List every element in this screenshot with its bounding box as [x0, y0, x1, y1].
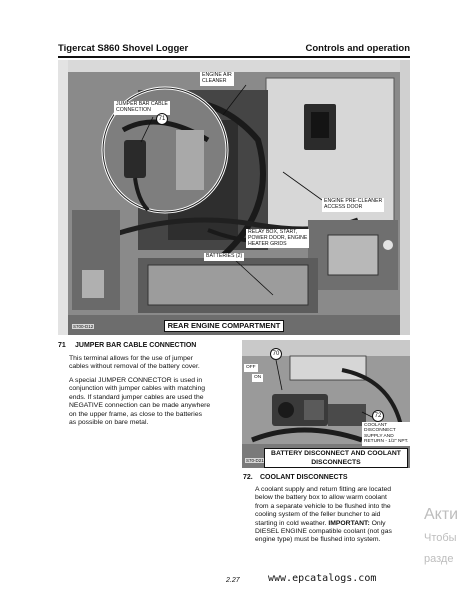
- callout-engine-pre-cleaner-line1: ENGINE PRE-CLEANER: [324, 198, 383, 204]
- callout-number-70: 70: [270, 348, 282, 360]
- callout-relay-box-line3: HEATER GRIDS: [248, 240, 287, 247]
- section-72-line: below the battery box to allow warm coolant: [255, 494, 387, 502]
- callout-engine-pre-cleaner-line2: ACCESS DOOR: [324, 203, 363, 210]
- watermark-line3: разде: [424, 553, 454, 565]
- important-tail: Only: [369, 519, 386, 527]
- footer-url[interactable]: www.epcatalogs.com: [268, 573, 377, 584]
- section-72-title: [243, 474, 348, 481]
- callout-jumper-bar-line2: CONNECTION: [116, 106, 151, 113]
- callout-number-72: 72: [372, 410, 384, 422]
- section-71-p2-line: ends. If standard jumper cables are used the: [69, 393, 204, 401]
- section-72-heading: COOLANT DISCONNECTS: [260, 474, 348, 481]
- callout-engine-air-cleaner-line1: ENGINE AIR: [202, 72, 232, 78]
- coolant-label-line: COOLANT: [364, 423, 388, 428]
- rear-engine-compartment-photo: [58, 60, 410, 335]
- section-72-line: from a separate vehicle to be flushed into the: [255, 502, 391, 510]
- callout-coolant-disconnect: [362, 422, 410, 446]
- section-71-p2-line: on the upper frame, as close to the batteries: [69, 410, 202, 418]
- section-72-line: A coolant supply and return fitting are located: [255, 486, 392, 493]
- photo1-id: S700-D12: [73, 324, 94, 329]
- section-71-paragraph-2: [69, 377, 210, 427]
- photo2-caption-line2: DISCONNECTS: [311, 458, 361, 466]
- callout-engine-pre-cleaner: [322, 198, 384, 212]
- coolant-label-line: SUPPLY AND: [364, 433, 394, 439]
- section-72-line: starting in cold weather.: [255, 519, 327, 527]
- callout-jumper-bar-line1: JUMPER BAR CABLE: [116, 101, 168, 107]
- section-72-body: [255, 486, 392, 545]
- section-72-line: DIESEL ENGINE compatible coolant (not gas: [255, 528, 392, 536]
- photo2-id: S70-D21: [246, 458, 264, 463]
- callout-engine-air-cleaner: [200, 72, 234, 86]
- callout-relay-box-line1: RELAY BOX, START,: [248, 229, 298, 235]
- photo2-caption-line1: BATTERY DISCONNECT AND COOLANT: [271, 450, 401, 457]
- section-71-number: 71: [58, 342, 66, 349]
- section-71-title: [58, 342, 196, 349]
- section-71-p2-line: conjunction with jumper cables with matching: [69, 385, 206, 393]
- section-72-important-line: [255, 520, 392, 528]
- callout-number-71: 71: [156, 113, 168, 125]
- section-72-line: cooling system of the feller buncher to aid: [255, 511, 381, 519]
- watermark-line1: Акти: [424, 506, 459, 523]
- battery-disconnect-photo: [242, 340, 410, 468]
- header-rule: [58, 56, 410, 58]
- section-71-p1-line: This terminal allows for the use of jumper: [69, 355, 193, 362]
- section-72-line: engine type) must be flushed into system.: [255, 536, 381, 544]
- section-71-paragraph-1: [69, 355, 200, 372]
- section-71-p2-line: A special JUMPER CONNECTOR is used in: [69, 377, 203, 384]
- callout-batteries: BATTERIES (2): [206, 253, 243, 259]
- section-72-number: 72.: [243, 474, 253, 481]
- section-71-p1-line: cables without removal of the battery cover.: [69, 363, 200, 371]
- callout-engine-air-cleaner-line2: CLEANER: [202, 77, 227, 84]
- photo1-caption: REAR ENGINE COMPARTMENT: [164, 320, 284, 332]
- section-71-p2-line: as possible on bare metal.: [69, 419, 149, 427]
- section-71-heading: JUMPER BAR CABLE CONNECTION: [75, 342, 197, 349]
- coolant-label-line: DISCONNECT: [364, 428, 396, 434]
- section-71-p2-line: NEGATIVE connection can be made anywhere: [69, 402, 211, 410]
- page-header: [58, 43, 410, 57]
- photo2-caption: [264, 448, 408, 468]
- switch-off-label: OFF: [246, 365, 256, 370]
- important-label: IMPORTANT:: [328, 519, 370, 527]
- header-title: Tigercat S860 Shovel Logger: [58, 43, 189, 54]
- header-section: Controls and operation: [305, 43, 410, 54]
- watermark-line2: Чтобы: [424, 532, 457, 544]
- page-number: 2.27: [226, 577, 240, 584]
- switch-on-label: ON: [254, 375, 262, 380]
- coolant-label-line: RETURN - 1/2" NPT.: [364, 439, 409, 445]
- callout-relay-box: [246, 229, 309, 248]
- callout-relay-box-line2: POWER DOOR, ENGINE: [248, 234, 308, 241]
